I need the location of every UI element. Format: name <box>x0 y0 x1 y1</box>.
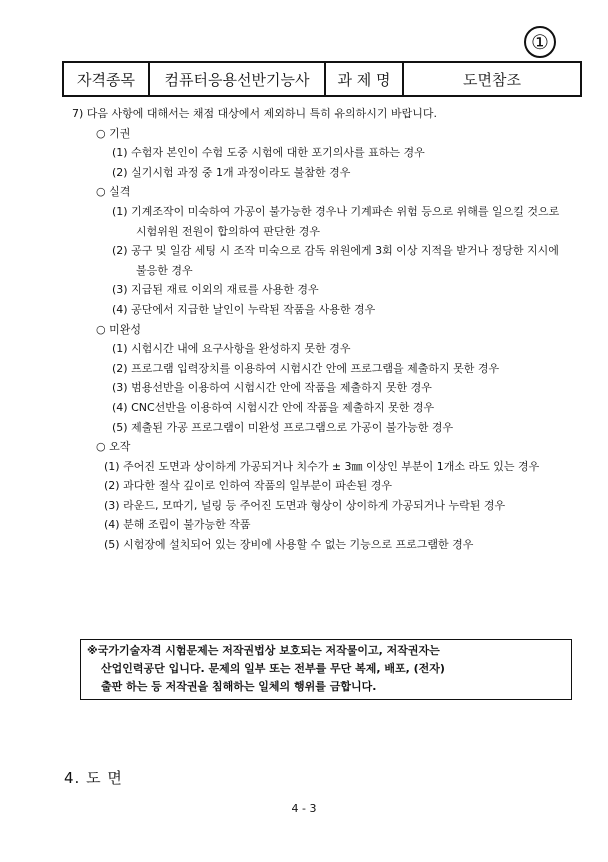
list-item: (5) 시험장에 설치되어 있는 장비에 사용할 수 없는 기능으로 프로그램한 경우 <box>104 538 474 552</box>
title-value-cell: 도면참조 <box>403 62 581 96</box>
section-heading: ○ 기권 <box>96 126 131 140</box>
page-circle-number: ① <box>524 26 556 58</box>
field-label-cell: 자격종목 <box>63 62 149 96</box>
list-item: (5) 제출된 가공 프로그램이 미완성 프로그램으로 가공이 불가능한 경우 <box>112 420 454 434</box>
list-item: (1) 주어진 도면과 상이하게 가공되거나 치수가 ± 3㎜ 이상인 부분이 1개소 라도 있는 경우 <box>104 459 540 473</box>
intro-text: 7) 다음 사항에 대해서는 채점 대상에서 제외하니 특히 유의하시기 바랍니다. <box>72 107 438 120</box>
section-heading: ○ 미완성 <box>96 322 141 336</box>
list-item: (4) 분해 조립이 불가능한 작품 <box>104 518 251 532</box>
list-item: (2) 과다한 절삭 깊이로 인하여 작품의 일부분이 파손된 경우 <box>104 479 392 493</box>
exclusion-rules <box>72 104 572 555</box>
notice-line: ※국가기술자격 시험문제는 저작권법상 보호되는 저작물이고, 저작권자는 <box>87 644 440 657</box>
page-footer: 4 - 3 <box>291 802 317 815</box>
list-item: (1) 수험자 본인이 수험 도중 시험에 대한 포기의사를 표하는 경우 <box>112 146 425 160</box>
section-heading: ○ 오작 <box>96 440 131 454</box>
list-item: (3) 범용선반을 이용하여 시험시간 안에 작품을 제출하지 못한 경우 <box>112 381 432 395</box>
list-item: (4) 공단에서 지급한 날인이 누락된 작품을 사용한 경우 <box>112 302 376 316</box>
list-item: (2) 공구 및 일감 세팅 시 조작 미숙으로 감독 위원에게 3회 이상 지적을 받거나 정당한 지시에 불응한 경우 <box>112 244 559 277</box>
list-item: (1) 시험시간 내에 요구사항을 완성하지 못한 경우 <box>112 342 351 356</box>
field-value-cell: 컴퓨터응용선반기능사 <box>149 62 325 96</box>
notice-line: 출판 하는 등 저작권을 침해하는 일체의 행위를 금합니다. <box>101 680 377 693</box>
list-item: (2) 실기시험 과정 중 1개 과정이라도 불참한 경우 <box>112 165 351 179</box>
notice-line: 산업인력공단 입니다. 문제의 일부 또는 전부를 무단 복제, 배포, (전자) <box>101 662 445 675</box>
list-item: (3) 라운드, 모따기, 널링 등 주어진 도면과 형상이 상이하게 가공되거나 누락된 경우 <box>104 498 506 512</box>
title-label-cell: 과 제 명 <box>325 62 403 96</box>
section-heading: ○ 실격 <box>96 185 131 199</box>
list-item: (1) 기계조작이 미숙하여 가공이 불가능한 경우나 기계파손 위험 등으로 위해를 일으킬 것으로 시험위원 전원이 합의하여 판단한 경우 <box>112 204 560 238</box>
list-item: (3) 지급된 재료 이외의 재료를 사용한 경우 <box>112 283 319 297</box>
list-item: (2) 프로그램 입력장치를 이용하여 시험시간 안에 프로그램을 제출하지 못한 경우 <box>112 361 500 375</box>
list-item: (4) CNC선반을 이용하여 시험시간 안에 작품을 제출하지 못한 경우 <box>112 400 435 414</box>
copyright-notice <box>80 639 572 700</box>
exam-header-table <box>62 61 582 97</box>
drawing-section-title: 4. 도 면 <box>64 769 123 787</box>
